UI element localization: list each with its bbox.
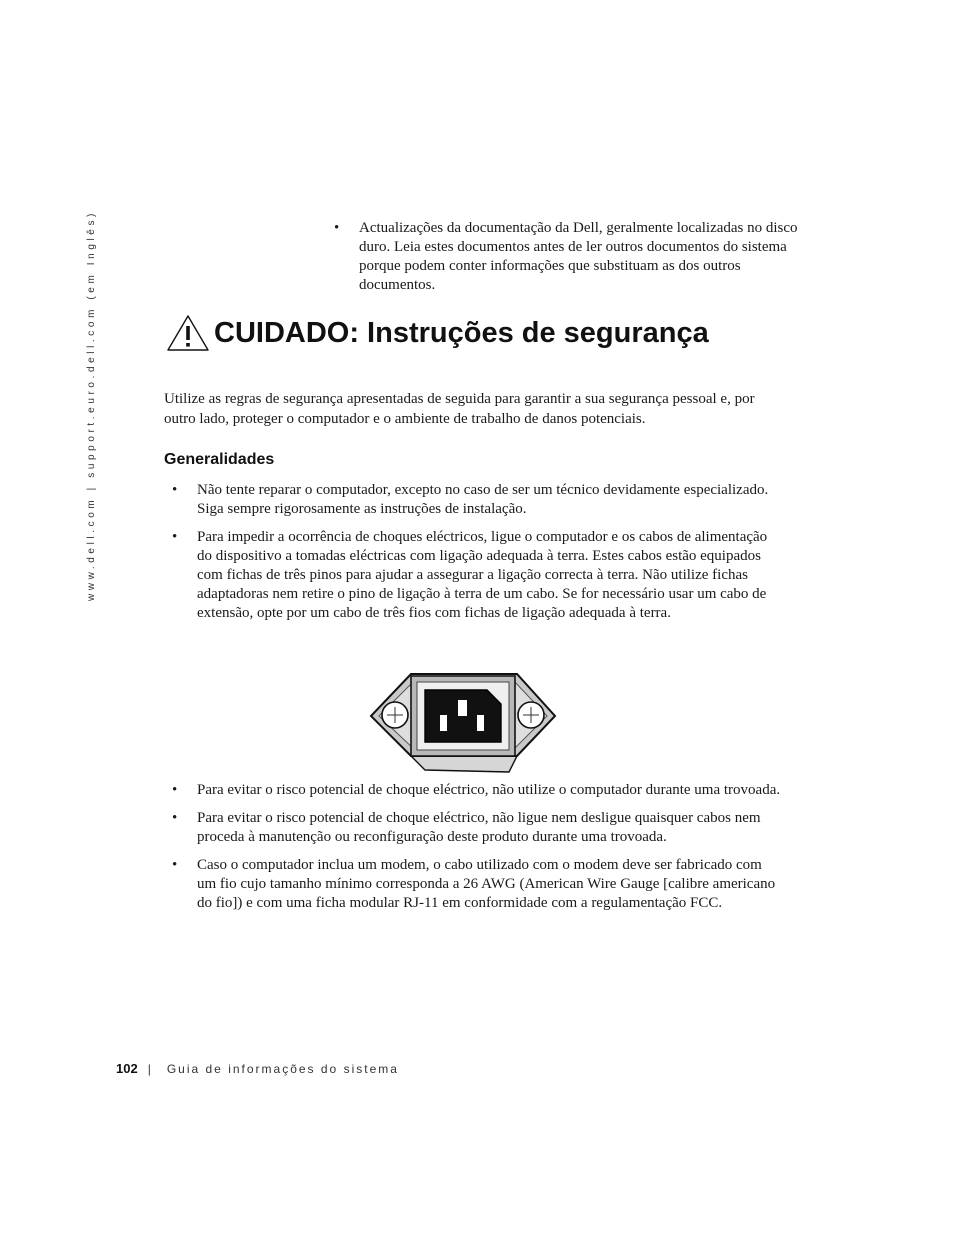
bullet-dot: • <box>172 857 178 873</box>
page-title: CUIDADO: Instruções de segurança <box>214 316 709 349</box>
list-item-text: Actualizações da documentação da Dell, geralmente localizadas no disco duro. Leia estes documentos antes de ler outros documentos do sistema porque podem conter informações que substituam as dos outros documentos. <box>359 220 798 293</box>
bullet-dot: • <box>172 782 178 798</box>
list-item <box>172 781 782 800</box>
list-item-text: Caso o computador inclua um modem, o cabo utilizado com o modem deve ser fabricado com um fio cujo tamanho mínimo corresponda a 26 AWG (American Wire Gauge [calibre americano do fio]) e com uma ficha modular RJ-11 em conformidade com a regulamentação FCC. <box>197 857 776 911</box>
list-item-text: Para evitar o risco potencial de choque eléctrico, não utilize o computador durante uma trovoada. <box>197 782 781 798</box>
list-item <box>172 809 782 847</box>
list-item <box>172 481 782 519</box>
section-heading <box>166 314 709 352</box>
power-connector-illustration <box>367 670 559 774</box>
list-item-text: Para impedir a ocorrência de choques eléctricos, ligue o computador e os cabos de alimentação do dispositivo a tomadas eléctricas com ligação adequada à terra. Estes cabos estão equipados com fichas de três pinos para ajudar a assegurar a ligação correcta à terra. Não utilize fichas adaptadoras nem retire o pino de ligação à terra de um cabo. Se for necessário usar um cabo de extensão, opte por um cabo de três fios com fichas de ligação adequada à terra. <box>197 529 768 621</box>
list-item-text: Não tente reparar o computador, excepto no caso de ser um técnico devidamente especializado. Siga sempre rigorosamente as instruções de instalação. <box>197 482 769 517</box>
list-item <box>334 219 814 295</box>
page-footer <box>116 1061 399 1076</box>
bullet-dot: • <box>334 220 340 236</box>
subsection-title: Generalidades <box>164 451 275 468</box>
sidebar-url <box>84 210 98 602</box>
bullet-dot: • <box>172 810 178 826</box>
bullet-list-storm <box>172 781 782 922</box>
sidebar-url-text: www.dell.com | support.euro.dell.com (em Inglês) <box>85 210 97 602</box>
footer-title: Guia de informações do sistema <box>166 1061 399 1076</box>
list-item <box>172 856 782 913</box>
bullet-dot: • <box>172 529 178 545</box>
intro-paragraph: Utilize as regras de segurança apresentadas de seguida para garantir a sua segurança pessoal e, por outro lado, proteger o computador e o ambiente de trabalho de danos potenciais. <box>164 391 755 427</box>
bullet-list-general <box>172 481 782 632</box>
footer-separator: | <box>147 1061 151 1076</box>
list-item <box>172 528 782 623</box>
top-bullet-list <box>334 219 814 295</box>
list-item-text: Para evitar o risco potencial de choque eléctrico, não ligue nem desligue quaisquer cabos nem proceda à manutenção ou reconfiguração deste produto durante uma trovoada. <box>197 810 761 845</box>
warning-triangle-icon <box>166 314 210 352</box>
page-number: 102 <box>116 1061 138 1076</box>
bullet-dot: • <box>172 482 178 498</box>
